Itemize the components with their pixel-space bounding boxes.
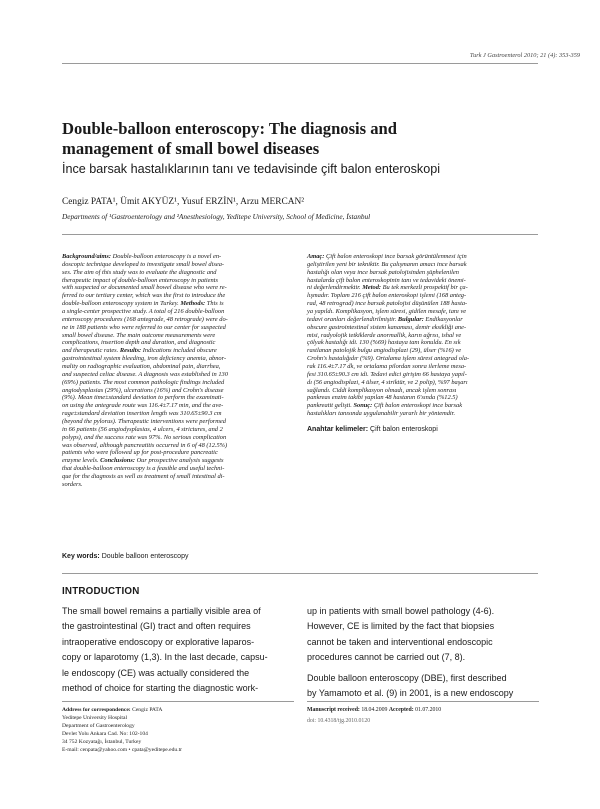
abstract-line: hastalığı olan veya ince barsak patolojisinden şüphelenilen <box>307 268 459 276</box>
address-line: Department of Gastroenterology <box>62 723 135 730</box>
abstract-line: hastalarda çift balon enteroskopinin tanı ve tedavideki önemi- <box>307 276 466 284</box>
keywords-value: Çift balon enteroskopi <box>370 426 438 433</box>
keywords-label: Anahtar kelimeler: <box>307 426 369 433</box>
abstract-line: tedavi oranları değerlendirilmiştir. Bulgular: Endikasyonlar <box>307 315 463 323</box>
body-line: by Yamamoto et al. (9) in 2001, is a new endoscopy <box>307 688 514 699</box>
body-line: The small bowel remains a partially visible area of <box>62 606 261 616</box>
abstract-top-rule <box>62 234 538 235</box>
abstract-line: double-balloon enteroscopy system in Turkey. Methods: This is <box>62 300 224 308</box>
article-title <box>62 119 532 159</box>
body-line: up in patients with small bowel pathology (4-6). <box>307 606 495 616</box>
abstract-section-label: Amaç: <box>307 253 325 260</box>
affiliation: Departments of ¹Gastroenterology and ²Anesthesiology, Yeditepe University, School of Medicine, İstanbul <box>62 212 371 221</box>
abstract-line: small bowel disease. The main outcome measurements were <box>62 331 216 339</box>
author-list: Cengiz PATA¹, Ümit AKYÜZ¹, Yusuf ERZİN¹, Arzu MERCAN² <box>62 197 305 207</box>
correspondence-name: Cengiz PATA <box>132 707 163 713</box>
body-line: Double balloon enteroscopy (DBE), first described <box>307 672 507 683</box>
body-line: le endoscopy (CE) was actually considered the <box>62 667 250 678</box>
manuscript-label: Manuscript received: <box>307 707 360 713</box>
doi: doi: 10.4318/tjg.2010.0120 <box>307 718 371 725</box>
abstract-line: on using the antegrade route was 116.4±7.17 min, and the ave- <box>62 402 224 410</box>
abstract-line: rak 116.4±7.17 dk, ve ortalama pilordan sonra ilerleme mesa- <box>307 363 467 371</box>
abstract-line: ferred to our tertiary center, which was the first to introduce the <box>62 292 226 300</box>
abstract-line: was observed, although pancreatitis occurred in 6 of 48 (12.5%) <box>62 441 228 449</box>
abstract-line: que for the diagnosis as well as treatment of small intestinal di- <box>62 473 225 481</box>
manuscript-date: 18.04.2009 <box>361 707 388 713</box>
correspondence-line <box>62 706 294 714</box>
abstract-line: ses. The aim of this study was to evaluate the diagnostic and <box>62 268 217 276</box>
manuscript-dates <box>307 706 539 714</box>
body-line: method of choice for starting the diagnostic work- <box>62 683 259 694</box>
abstract-line: gastrointestinal system bleeding, iron deficiency anemia, abnor- <box>62 355 227 363</box>
abstract-line: Amaç: Çift balon enteroskopi ince barsak görüntülenmesi için <box>307 253 467 260</box>
title-line: management of small bowel diseases <box>62 139 320 158</box>
keywords-label: Key words: <box>62 553 100 560</box>
abstract-line: ne in 188 patients who were referred to our center for suspected <box>62 323 226 331</box>
accepted-label: Accepted: <box>388 707 414 713</box>
footer-rule-left <box>62 701 294 702</box>
abstract-section-label: Methods: <box>180 300 206 308</box>
abstract-line: pankreatit gelişti. Sonuç: Çift balon enteroskopi ince barsak <box>307 402 463 410</box>
abstract-line: therapeutic impact of double-balloon enteroscopy in patients <box>62 276 218 284</box>
abstract-line: sorders. <box>62 480 83 488</box>
journal-citation: Turk J Gastroenterol 2010; 21 (4): 353-359 <box>469 52 580 59</box>
abstract-section-label: Results: <box>119 347 142 355</box>
body-line: cannot be taken and interventional endoscopic <box>307 636 493 647</box>
abstract-line: mality on radiographic evaluation, abdominal pain, diarrhea, <box>62 363 221 371</box>
section-heading-introduction: INTRODUCTION <box>62 586 140 597</box>
abstract-turkish <box>307 253 539 418</box>
abstract-line: angiodysplasias (29%), ulcerations (16%) and Crohn's disease <box>62 386 224 394</box>
body-line: However, CE is limited by the fact that biopsies <box>307 621 495 632</box>
email-line: E-mail: cenpata@yahoo.com • cpata@yeditepe.edu.tr <box>62 747 183 754</box>
keywords-english <box>62 553 188 560</box>
abstract-line: Background/aims: Double-balloon enteroscopy is a novel en- <box>62 253 222 260</box>
abstract-line: enzyme levels. Conclusions: Our prospective analysis suggests <box>62 457 224 465</box>
abstract-line: rastlanan patolojik bulgu angiodisplazi (29), ülser (%16) ve <box>307 347 462 355</box>
address-line: Yeditepe University Hospital <box>62 715 127 722</box>
keywords-turkish <box>307 426 438 433</box>
abstract-line: sağlandı. Ciddi komplikasyon olmadı, ancak işlem sonrası <box>307 386 457 394</box>
abstract-section-label: Bulgular: <box>397 315 424 323</box>
title-line: Double-balloon enteroscopy: The diagnosis and <box>62 119 398 138</box>
abstract-bottom-rule <box>62 573 538 574</box>
abstract-line: rad, 48 retrograd) ince barsak patolojisi düşünülen 188 hasta- <box>307 300 468 308</box>
abstract-line: Crohn's hastalığıdır (%9). Ortalama işlem süresi antegrad ola- <box>307 355 470 363</box>
abstract-line: ni değerlendirmektir. Metod: Bu tek merkezli prospektif bir ça- <box>307 284 468 292</box>
correspondence-label: Address for correspondence: <box>62 707 131 713</box>
abstract-line: (69%) patients. The most common pathologic findings included <box>62 378 225 386</box>
abstract-line: enteroscopy procedures (168 antegrade, 48 retrograde) were do- <box>62 315 228 323</box>
abstract-line: polyps), and the success rate was 97%. No serious complication <box>62 433 227 441</box>
abstract-line: dı (56 angiodisplazi, 4 ülser, 4 striktür, ve 2 polip), %97 başarı <box>307 378 468 386</box>
abstract-line: (9%). Mean time±standard deviation to perform the examinati- <box>62 394 224 402</box>
body-line: procedures cannot be carried out (7, 8). <box>307 652 466 663</box>
keywords-value: Double balloon enteroscopy <box>101 553 189 560</box>
abstract-section-label: Conclusions: <box>100 457 135 465</box>
abstract-line: (beyond the pylorus). Therapeutic interventions were performed <box>62 418 226 426</box>
address-line: 34 752 Kozyatağı, İstanbul, Turkey <box>62 739 142 746</box>
intro-left-column <box>62 604 295 696</box>
body-line: copy or laparotomy (1,3). In the last decade, capsu- <box>62 652 268 663</box>
abstract-line: in 66 patients (56 angiodysplasias, 4 ulcers, 4 strictures, and 2 <box>62 425 223 433</box>
abstract-line: that double-balloon enteroscopy is a feasible and useful techni- <box>62 465 225 473</box>
abstract-line: fesi 310.65±90.3 cm idi. Tedavi edici girişim 66 hastaya yapıl- <box>307 370 467 378</box>
abstract-line: rage±standard deviation insertion length was 310.65±90.3 cm <box>62 410 222 418</box>
address-line: Devlet Yolu Ankara Cad. No: 102-104 <box>62 731 148 738</box>
abstract-line: doscopic technique developed to investigate small bowel disea- <box>62 260 225 268</box>
accepted-date: 01.07.2010 <box>415 707 442 713</box>
abstract-english <box>62 253 294 489</box>
abstract-line: complications, insertion depth and duration, and diagnostic <box>62 339 216 347</box>
abstract-line: patients who were followed up for post-procedure pancreatic <box>62 449 218 457</box>
correspondence-block <box>62 706 294 755</box>
abstract-section-label: Sonuç: <box>353 402 373 410</box>
abstract-line: obscure gastrointestinal sistem kanaması, demir eksikliği ane- <box>307 323 467 331</box>
abstract-line: geliştirilen yeni bir tekniktir. Bu çalışmanın amacı ince barsak <box>307 260 467 268</box>
abstract-section-label: Background/aims: <box>62 253 112 260</box>
intro-right-column <box>307 604 540 701</box>
footer-rule-right <box>307 701 539 702</box>
abstract-line: with suspected or documented small bowel disease who were re- <box>62 284 227 292</box>
header-rule <box>62 63 538 64</box>
abstract-line: pankreas enzim takibi yapılan 48 hastanın 6'sında (%12.5) <box>307 394 458 402</box>
abstract-line: çölyak hastalığı idi. 130 (%69) hastaya tanı konuldu. En sık <box>307 339 461 347</box>
article-subtitle: İnce barsak hastalıklarının tanı ve tedavisinde çift balon enteroskopi <box>62 162 441 176</box>
abstract-line: hastalıkları tanısında uygulanabilir yararlı bir yöntemdir. <box>307 410 456 418</box>
body-line: the gastrointestinal (GI) tract and often requires <box>62 621 251 632</box>
body-line: intraoperative endoscopy or explorative laparos- <box>62 636 255 647</box>
abstract-line: and suspected celiac disease. A diagnosis was established in 130 <box>62 370 228 378</box>
abstract-line: and therapeutic rates. Results: Indications included obscure <box>62 347 217 355</box>
abstract-line: ya yapıldı. Komplikasyon, işlem süresi, gidilen mesafe, tanı ve <box>307 308 467 316</box>
abstract-section-label: Metod: <box>362 284 382 292</box>
abstract-line: a single-center prospective study. A total of 216 double-balloon <box>62 308 225 316</box>
abstract-line: lışmadır. Toplam 216 çift balon enteroskopi işlemi (168 anteg- <box>307 292 467 300</box>
abstract-line: misi, radyolojik tetkiklerde anormallik, karın ağrısı, ishal ve <box>307 331 462 339</box>
manuscript-info <box>307 706 539 726</box>
